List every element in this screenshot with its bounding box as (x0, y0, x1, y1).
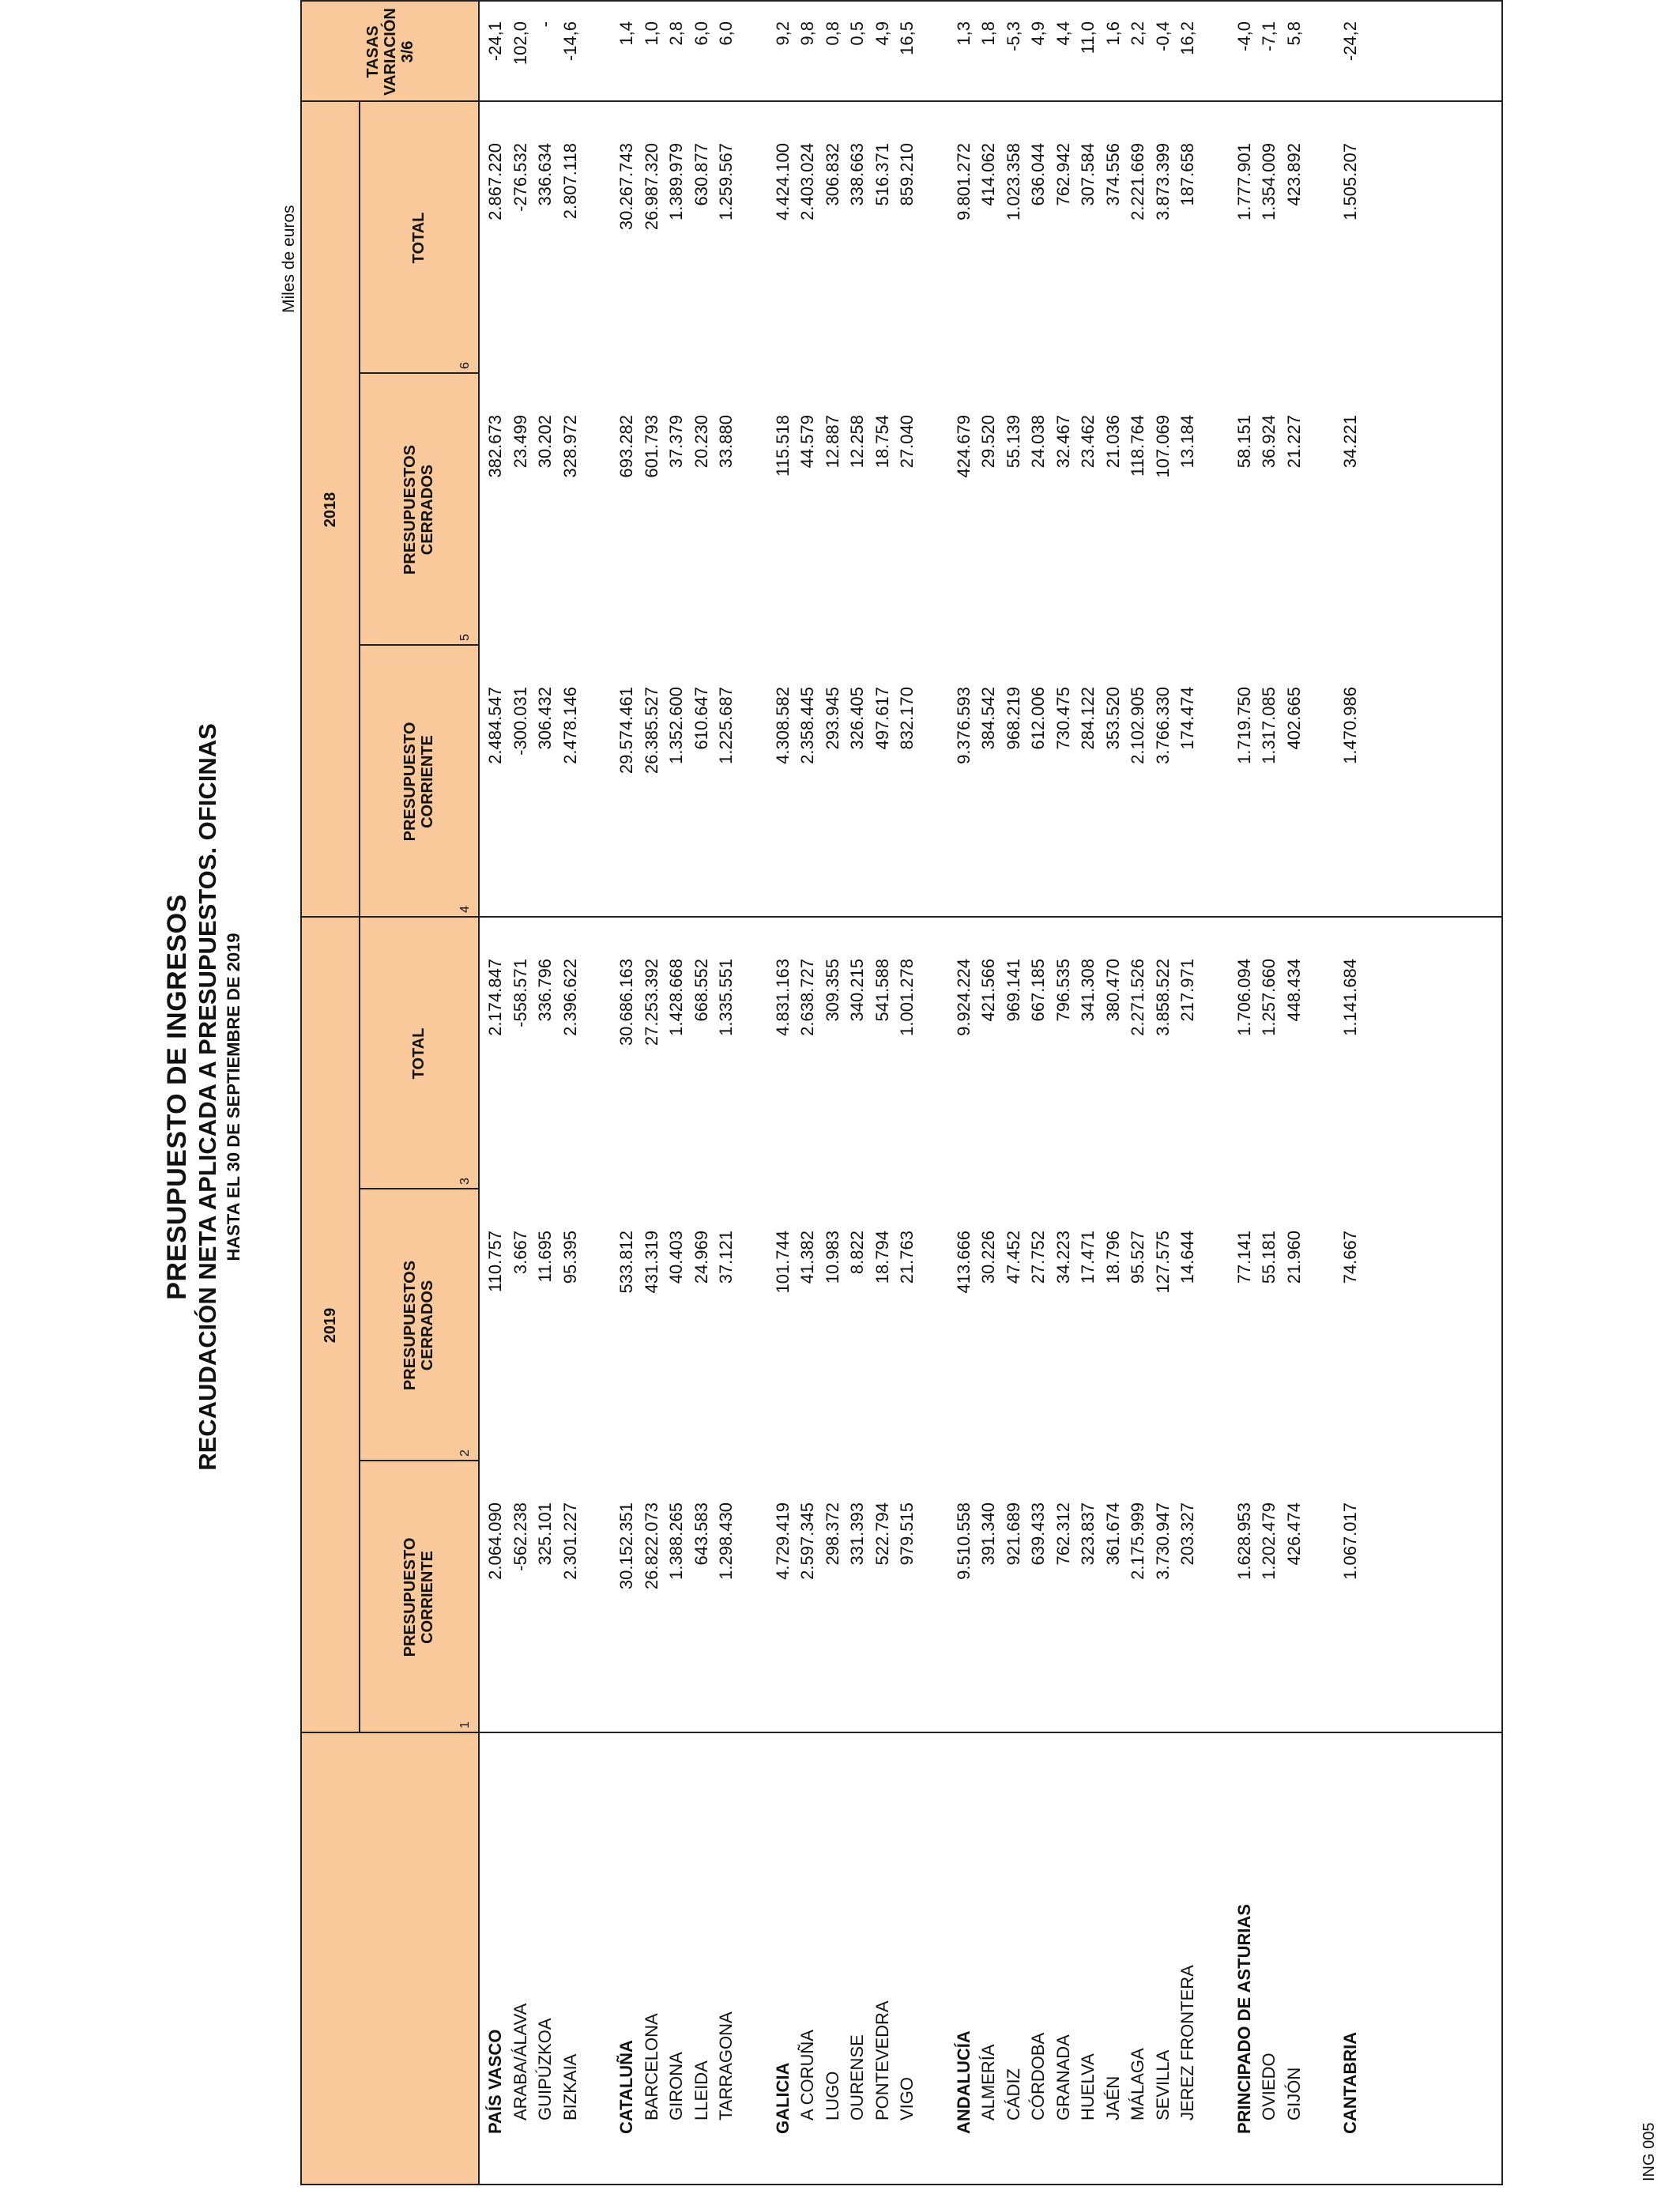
value-cell-col-2: 431.319 (641, 1231, 661, 1294)
value-cell-col-5: 21.036 (1102, 415, 1123, 469)
value-cell-col-5: 13.184 (1177, 415, 1197, 469)
value-cell-col-1: 203.327 (1177, 1502, 1197, 1566)
value-cell-col-4: 384.542 (978, 687, 998, 750)
value-cell-col-6: 1.389.979 (666, 143, 686, 221)
region-row (954, 2, 978, 2184)
value-cell-col-1: 1.388.265 (666, 1502, 686, 1580)
province-row (510, 2, 535, 2184)
province-name: ARABA/ÁLAVA (510, 2003, 530, 2120)
province-name: BIZKAIA (559, 2053, 580, 2120)
value-cell-col-3: 796.535 (1053, 959, 1073, 1022)
value-cell-col-3: 421.566 (978, 959, 998, 1022)
header-band-left (302, 1733, 478, 2184)
value-cell-col-3: 2.638.727 (797, 959, 817, 1036)
value-cell-col-4: 2.358.445 (797, 687, 817, 764)
value-cell-col-6: 336.634 (535, 143, 555, 206)
value-cell-col-2: 10.983 (822, 1231, 842, 1284)
value-cell-col-5: 24.038 (1028, 415, 1048, 469)
value-cell-col-2: 40.403 (666, 1231, 686, 1284)
province-name: GUIPÚZKOA (535, 2018, 555, 2120)
province-name: CÓRDOBA (1028, 2032, 1048, 2120)
value-cell-col-6: 338.663 (847, 143, 867, 206)
value-cell-col-2: 21.763 (897, 1231, 917, 1284)
value-cell-col-6: 1.777.901 (1234, 143, 1254, 221)
value-cell-col-1: 325.101 (535, 1502, 555, 1566)
province-row (1078, 2, 1102, 2184)
value-cell-col-3: 1.428.668 (666, 959, 686, 1036)
region-name: GALICIA (772, 2062, 793, 2134)
value-cell-col-2: 110.757 (485, 1231, 505, 1292)
document-title: PRESUPUESTO DE INGRESOS (162, 894, 192, 1300)
value-cell-col-1: 1.628.953 (1234, 1502, 1254, 1580)
value-cell-col-1: 2.301.227 (559, 1502, 580, 1580)
value-cell-col-6: 4.424.100 (772, 143, 793, 221)
rule-col-c (359, 1188, 478, 1189)
value-cell-col-1: 921.689 (1003, 1502, 1023, 1566)
value-cell-col-4: 326.405 (847, 687, 867, 750)
value-cell-col-5: 32.467 (1053, 415, 1073, 469)
province-row (872, 2, 897, 2184)
region-name: ANDALUCÍA (953, 2030, 974, 2134)
value-cell-col-5: 27.040 (897, 415, 917, 469)
revenue-table (300, 0, 1503, 2185)
value-cell-col-4: 1.225.687 (716, 687, 736, 764)
province-row (1004, 2, 1028, 2184)
value-cell-col-4: 2.102.905 (1128, 687, 1147, 764)
value-cell-col-1: 426.474 (1283, 1502, 1304, 1566)
value-cell-col-3: 380.470 (1102, 959, 1123, 1022)
value-cell-col-7: 6,0 (691, 21, 711, 46)
province-row (1103, 2, 1128, 2184)
col-header-2018-corriente: PRESUPUESTO CORRIENTE (401, 722, 436, 842)
value-cell-col-2: 41.382 (797, 1231, 817, 1284)
province-row (691, 2, 716, 2184)
value-cell-col-3: 217.971 (1177, 959, 1197, 1022)
value-cell-col-6: 636.044 (1028, 143, 1048, 206)
value-cell-col-3: 341.308 (1078, 959, 1098, 1022)
province-row (1153, 2, 1177, 2184)
value-cell-col-7: -24,1 (485, 21, 505, 62)
value-cell-col-7: 6,0 (716, 21, 736, 46)
value-cell-col-3: 336.796 (535, 959, 555, 1022)
value-cell-col-4: -300.031 (510, 687, 530, 756)
col-header-2019-cerrados: PRESUPUESTOS CERRADOS (401, 1260, 436, 1391)
value-cell-col-4: 1.470.986 (1340, 687, 1360, 764)
province-row (797, 2, 822, 2184)
value-cell-col-4: 1.719.750 (1234, 687, 1254, 764)
value-cell-col-4: 497.617 (872, 687, 892, 750)
province-name: TARRAGONA (716, 2011, 736, 2120)
province-name: OVIEDO (1259, 2053, 1279, 2120)
value-cell-col-1: 26.822.073 (641, 1502, 661, 1590)
province-row (897, 2, 921, 2184)
value-cell-col-2: 74.667 (1340, 1231, 1360, 1284)
value-cell-col-7: 2,2 (1128, 21, 1147, 46)
value-cell-col-4: 4.308.582 (772, 687, 793, 764)
col-header-2019-corriente: PRESUPUESTO CORRIENTE (401, 1537, 436, 1657)
value-cell-col-4: 612.006 (1028, 687, 1048, 750)
value-cell-col-2: 77.141 (1234, 1231, 1254, 1284)
value-cell-col-7: - (535, 21, 555, 28)
col-number-1: 1 (458, 1721, 472, 1728)
value-cell-col-5: 23.462 (1078, 415, 1098, 469)
col-number-5: 5 (458, 634, 472, 641)
year-2018-header: 2018 (322, 492, 339, 528)
value-cell-col-5: 382.673 (485, 415, 505, 478)
value-cell-col-6: -276.532 (510, 143, 530, 212)
rule-col-e (359, 644, 478, 646)
value-cell-col-5: 20.230 (691, 415, 711, 469)
value-cell-col-5: 33.880 (716, 415, 736, 469)
region-row (1340, 2, 1365, 2184)
province-row (1177, 2, 1202, 2184)
document-period: HASTA EL 30 DE SEPTIEMBRE DE 2019 (224, 933, 243, 1261)
value-cell-col-5: 36.924 (1259, 415, 1279, 469)
province-row (1028, 2, 1053, 2184)
value-cell-col-5: 23.499 (510, 415, 530, 469)
province-name: GIRONA (666, 2052, 686, 2120)
value-cell-col-4: 1.317.085 (1259, 687, 1279, 764)
value-cell-col-5: 118.764 (1128, 415, 1147, 477)
value-cell-col-2: 17.471 (1078, 1231, 1098, 1284)
value-cell-col-4: 9.376.593 (953, 687, 974, 764)
document-subtitle: RECAUDACIÓN NETA APLICADA A PRESUPUESTOS. OFICINAS (194, 723, 221, 1471)
col-number-6: 6 (458, 362, 472, 369)
value-cell-col-6: 1.354.009 (1259, 143, 1279, 221)
value-cell-col-7: 16,5 (897, 21, 917, 55)
value-cell-col-3: 2.271.526 (1128, 959, 1147, 1036)
value-cell-col-7: 0,5 (847, 21, 867, 46)
value-cell-col-4: 284.122 (1078, 687, 1098, 750)
value-cell-col-4: 968.219 (1003, 687, 1023, 750)
value-cell-col-4: 306.432 (535, 687, 555, 750)
value-cell-col-2: 14.644 (1177, 1231, 1197, 1284)
value-cell-col-3: 340.215 (847, 959, 867, 1022)
document-code: ING 005 (1640, 2122, 1658, 2181)
province-row (1128, 2, 1152, 2184)
rule-col-b (359, 1460, 478, 1461)
value-cell-col-1: 2.064.090 (485, 1502, 505, 1580)
value-cell-col-1: 762.312 (1053, 1502, 1073, 1566)
value-cell-col-2: 27.752 (1028, 1231, 1048, 1284)
value-cell-col-3: 1.706.094 (1234, 959, 1254, 1036)
value-cell-col-3: 1.257.660 (1259, 959, 1279, 1036)
value-cell-col-6: 1.259.567 (716, 143, 736, 221)
value-cell-col-6: 307.584 (1078, 143, 1098, 206)
value-cell-col-3: 667.185 (1028, 959, 1048, 1022)
value-cell-col-7: -4,0 (1234, 21, 1254, 51)
value-cell-col-6: 374.556 (1102, 143, 1123, 206)
col-number-3: 3 (458, 1178, 472, 1185)
value-cell-col-1: 298.372 (822, 1502, 842, 1566)
value-cell-col-1: 639.433 (1028, 1502, 1048, 1566)
year-2019-header: 2019 (322, 1307, 339, 1344)
value-cell-col-3: 2.174.847 (485, 959, 505, 1036)
province-row (1053, 2, 1078, 2184)
value-cell-col-2: 30.226 (978, 1231, 998, 1284)
value-cell-col-4: 1.352.600 (666, 687, 686, 764)
rule-col-f (359, 372, 478, 374)
value-cell-col-7: 1,6 (1102, 21, 1123, 46)
province-name: LLEIDA (691, 2060, 711, 2120)
value-cell-col-1: 361.674 (1102, 1502, 1123, 1566)
value-cell-col-6: 2.221.669 (1128, 143, 1147, 221)
province-name: OURENSE (847, 2034, 867, 2120)
region-row (485, 2, 510, 2184)
value-cell-col-2: 101.744 (772, 1231, 793, 1294)
value-cell-col-1: 391.340 (978, 1502, 998, 1566)
value-cell-col-1: 323.837 (1078, 1502, 1098, 1566)
value-cell-col-6: 859.210 (897, 143, 917, 206)
value-cell-col-2: 21.960 (1283, 1231, 1304, 1284)
value-cell-col-5: 21.227 (1283, 415, 1304, 469)
value-cell-col-4: 730.475 (1053, 687, 1073, 750)
value-cell-col-3: 27.253.392 (641, 959, 661, 1046)
value-cell-col-6: 414.062 (978, 143, 998, 206)
value-cell-col-2: 127.575 (1152, 1231, 1173, 1294)
region-name: PAÍS VASCO (485, 2029, 505, 2134)
value-cell-col-5: 12.258 (847, 415, 867, 469)
province-name: JEREZ FRONTERA (1177, 1965, 1197, 2120)
value-cell-col-7: -24,2 (1340, 21, 1360, 62)
col-number-2: 2 (458, 1449, 472, 1457)
value-cell-col-5: 107.069 (1152, 415, 1173, 478)
value-cell-col-7: -14,6 (559, 21, 580, 62)
value-cell-col-6: 2.403.024 (797, 143, 817, 221)
value-cell-col-5: 601.793 (641, 415, 661, 478)
value-cell-col-7: 9,2 (772, 21, 793, 46)
province-name: SEVILLA (1152, 2049, 1173, 2120)
col-header-2018-cerrados: PRESUPUESTOS CERRADOS (401, 444, 436, 575)
value-cell-col-2: 24.969 (691, 1231, 711, 1284)
province-row (535, 2, 559, 2184)
value-cell-col-1: 522.794 (872, 1502, 892, 1566)
value-cell-col-3: 30.686.163 (616, 959, 636, 1046)
rule-header-bottom (478, 2, 480, 2184)
value-cell-col-3: -558.571 (510, 959, 530, 1027)
value-cell-col-6: 26.987.320 (641, 143, 661, 231)
value-cell-col-5: 18.754 (872, 415, 892, 469)
col-header-2019-total: TOTAL (409, 1027, 428, 1080)
value-cell-col-1: 4.729.419 (772, 1502, 793, 1580)
value-cell-col-4: 832.170 (897, 687, 917, 750)
value-cell-col-1: 9.510.558 (953, 1502, 974, 1580)
value-cell-col-1: 331.393 (847, 1502, 867, 1566)
province-name: VIGO (897, 2076, 917, 2120)
value-cell-col-4: 29.574.461 (616, 687, 636, 775)
value-cell-col-7: 5,8 (1283, 21, 1304, 46)
province-row (666, 2, 691, 2184)
value-cell-col-2: 413.666 (953, 1231, 974, 1294)
value-cell-col-1: 1.298.430 (716, 1502, 736, 1580)
col-header-tasas: TASAS VARIACIÓN 3/6 (363, 8, 416, 96)
value-cell-col-5: 30.202 (535, 415, 555, 469)
value-cell-col-7: 16,2 (1177, 21, 1197, 55)
province-row (978, 2, 1003, 2184)
value-cell-col-5: 37.379 (666, 415, 686, 469)
value-cell-col-7: 4,9 (1028, 21, 1048, 46)
value-cell-col-2: 8.822 (847, 1231, 867, 1275)
province-name: CÁDIZ (1003, 2068, 1023, 2120)
value-cell-col-7: 102,0 (510, 21, 530, 66)
value-cell-col-5: 58.151 (1234, 415, 1254, 469)
value-cell-col-5: 12.887 (822, 415, 842, 469)
value-cell-col-4: 174.474 (1177, 687, 1197, 750)
value-cell-col-3: 1.001.278 (897, 959, 917, 1036)
value-cell-col-5: 34.221 (1340, 415, 1360, 469)
province-name: HUELVA (1078, 2053, 1098, 2120)
value-cell-col-1: 2.597.345 (797, 1502, 817, 1580)
region-row (616, 2, 641, 2184)
region-name: CATALUÑA (616, 2040, 636, 2134)
value-cell-col-5: 328.972 (559, 415, 580, 478)
value-cell-col-1: 1.202.479 (1259, 1502, 1279, 1580)
rule-year-row (359, 102, 360, 1733)
region-name: PRINCIPADO DE ASTURIAS (1234, 1904, 1254, 2134)
value-cell-col-6: 2.807.118 (559, 143, 580, 220)
value-cell-col-5: 29.520 (978, 415, 998, 469)
value-cell-col-7: 9,8 (797, 21, 817, 46)
value-cell-col-1: 643.583 (691, 1502, 711, 1566)
value-cell-col-7: 4,4 (1053, 21, 1073, 46)
value-cell-col-7: 1,4 (616, 21, 636, 46)
value-cell-col-7: 4,9 (872, 21, 892, 46)
value-cell-col-7: -7,1 (1259, 21, 1279, 51)
value-cell-col-5: 693.282 (616, 415, 636, 478)
value-cell-col-2: 95.395 (559, 1231, 580, 1284)
value-cell-col-1: 979.515 (897, 1502, 917, 1566)
value-cell-col-7: 1,3 (953, 21, 974, 46)
value-cell-col-4: 293.945 (822, 687, 842, 750)
value-cell-col-2: 37.121 (716, 1231, 736, 1284)
province-name: PONTEVEDRA (872, 2000, 892, 2120)
value-cell-col-1: -562.238 (510, 1502, 530, 1571)
col-header-2018-total: TOTAL (409, 212, 428, 264)
province-name: MÁLAGA (1128, 2048, 1147, 2120)
region-row (1234, 2, 1259, 2184)
value-cell-col-2: 18.794 (872, 1231, 892, 1284)
value-cell-col-3: 2.396.622 (559, 959, 580, 1036)
region-name: CANTABRIA (1340, 2031, 1360, 2134)
value-cell-col-2: 47.452 (1003, 1231, 1023, 1284)
value-cell-col-3: 309.355 (822, 959, 842, 1022)
province-row (1259, 2, 1283, 2184)
value-cell-col-6: 423.892 (1283, 143, 1304, 206)
value-cell-col-2: 55.181 (1259, 1231, 1279, 1284)
value-cell-col-5: 44.579 (797, 415, 817, 469)
province-row (642, 2, 666, 2184)
value-cell-col-1: 2.175.999 (1128, 1502, 1147, 1580)
province-row (560, 2, 585, 2184)
value-cell-col-6: 9.801.272 (953, 143, 974, 221)
value-cell-col-6: 516.371 (872, 143, 892, 206)
value-cell-col-2: 95.527 (1128, 1231, 1147, 1284)
value-cell-col-4: 353.520 (1102, 687, 1123, 750)
province-name: GIJÓN (1283, 2067, 1304, 2120)
value-cell-col-6: 306.832 (822, 143, 842, 206)
value-cell-col-7: 1,8 (978, 21, 998, 46)
units-label: Miles de euros (280, 205, 298, 313)
value-cell-col-7: -0,4 (1152, 21, 1173, 51)
value-cell-col-2: 3.667 (510, 1231, 530, 1275)
value-cell-col-5: 55.139 (1003, 415, 1023, 469)
value-cell-col-6: 2.867.220 (485, 143, 505, 221)
province-row (847, 2, 872, 2184)
value-cell-col-4: 402.665 (1283, 687, 1304, 750)
value-cell-col-1: 30.152.351 (616, 1502, 636, 1590)
value-cell-col-7: -5,3 (1003, 21, 1023, 51)
value-cell-col-3: 3.858.522 (1152, 959, 1173, 1036)
province-name: ALMERÍA (978, 2044, 998, 2120)
value-cell-col-6: 187.658 (1177, 143, 1197, 206)
province-name: LUGO (822, 2071, 842, 2120)
value-cell-col-4: 2.478.146 (559, 687, 580, 764)
value-cell-col-7: 0,8 (822, 21, 842, 46)
province-row (823, 2, 847, 2184)
col-number-4: 4 (458, 906, 472, 913)
value-cell-col-2: 34.223 (1053, 1231, 1073, 1284)
value-cell-col-6: 762.942 (1053, 143, 1073, 206)
value-cell-col-3: 4.831.163 (772, 959, 793, 1036)
value-cell-col-4: 3.766.330 (1152, 687, 1173, 764)
value-cell-col-1: 1.067.017 (1340, 1502, 1360, 1580)
value-cell-col-5: 424.679 (953, 415, 974, 478)
value-cell-col-2: 11.695 (535, 1231, 555, 1283)
value-cell-col-2: 18.796 (1102, 1231, 1123, 1284)
value-cell-col-6: 1.505.207 (1340, 143, 1360, 221)
value-cell-col-6: 30.267.743 (616, 143, 636, 231)
province-name: JAÉN (1102, 2075, 1123, 2120)
value-cell-col-7: 1,0 (641, 21, 661, 46)
value-cell-col-4: 610.647 (691, 687, 711, 750)
value-cell-col-3: 969.141 (1003, 959, 1023, 1022)
value-cell-col-3: 668.552 (691, 959, 711, 1022)
value-cell-col-6: 630.877 (691, 143, 711, 206)
value-cell-col-7: 2,8 (666, 21, 686, 46)
value-cell-col-7: 11,0 (1078, 21, 1098, 55)
value-cell-col-4: 26.385.527 (641, 687, 661, 775)
value-cell-col-2: 533.812 (616, 1231, 636, 1294)
value-cell-col-3: 448.434 (1283, 959, 1304, 1022)
value-cell-col-1: 3.730.947 (1152, 1502, 1173, 1580)
value-cell-col-3: 1.141.684 (1340, 959, 1360, 1036)
province-name: BARCELONA (641, 2013, 661, 2120)
value-cell-col-6: 3.873.399 (1152, 143, 1173, 221)
region-row (773, 2, 797, 2184)
value-cell-col-6: 1.023.358 (1003, 143, 1023, 221)
province-row (1284, 2, 1309, 2184)
province-row (716, 2, 740, 2184)
value-cell-col-3: 9.924.224 (953, 959, 974, 1036)
value-cell-col-4: 2.484.547 (485, 687, 505, 764)
value-cell-col-5: 115.518 (772, 415, 793, 477)
value-cell-col-3: 1.335.551 (716, 959, 736, 1036)
province-name: A CORUÑA (797, 2030, 817, 2120)
province-name: GRANADA (1053, 2034, 1073, 2120)
value-cell-col-3: 541.588 (872, 959, 892, 1022)
